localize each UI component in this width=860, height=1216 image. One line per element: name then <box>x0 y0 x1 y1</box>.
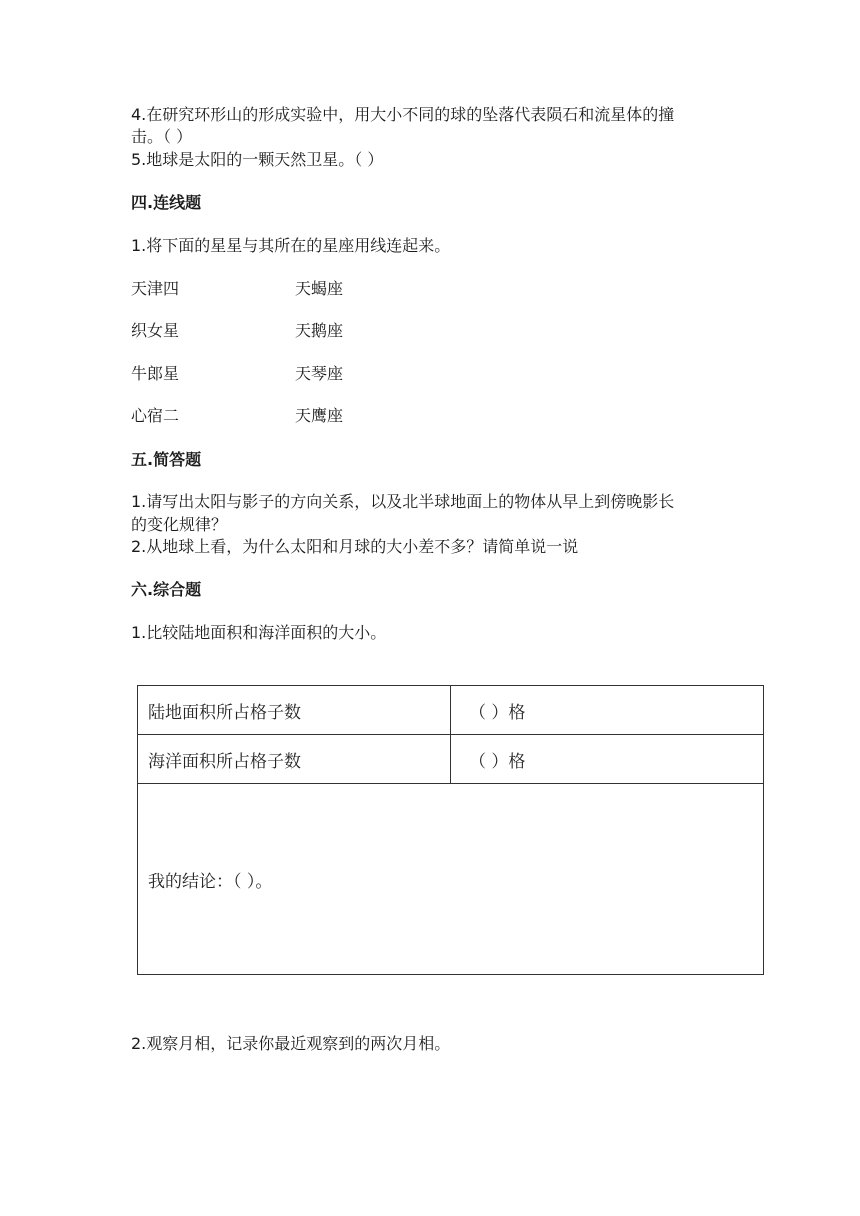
question-4-1: 1.将下面的星星与其所在的星座用线连起来。 <box>131 236 451 255</box>
ocean-answer-cell: （ ）格 <box>451 735 764 784</box>
table-row <box>138 735 764 784</box>
section-5-heading: 五.简答题 <box>131 450 202 469</box>
question-3-4-line1: 4.在研究环形山的形成实验中，用大小不同的球的坠落代表陨石和流星体的撞 <box>131 105 675 124</box>
star-item-4: 心宿二 <box>131 406 180 425</box>
question-5-1-line1: 1.请写出太阳与影子的方向关系，以及北半球地面上的物体从早上到傍晚影长 <box>131 492 675 511</box>
constellation-item-1: 天蝎座 <box>295 279 344 298</box>
question-6-2: 2.观察月相，记录你最近观察到的两次月相。 <box>131 1034 451 1053</box>
question-6-1: 1.比较陆地面积和海洋面积的大小。 <box>131 623 387 642</box>
question-3-5: 5.地球是太阳的一颗天然卫星。（ ） <box>131 150 384 169</box>
question-5-1-line2: 的变化规律？ <box>131 515 228 534</box>
star-item-1: 天津四 <box>131 279 180 298</box>
question-3-4-line2: 击。（ ） <box>131 127 193 146</box>
constellation-item-4: 天鹰座 <box>295 406 344 425</box>
land-ocean-table <box>137 685 764 975</box>
question-5-2: 2.从地球上看，为什么太阳和月球的大小差不多？请简单说一说 <box>131 537 579 556</box>
table-row <box>138 686 764 735</box>
constellation-item-3: 天琴座 <box>295 364 344 383</box>
ocean-label-cell: 海洋面积所占格子数 <box>138 735 451 784</box>
star-item-3: 牛郎星 <box>131 364 180 383</box>
land-answer-cell: （ ）格 <box>451 686 764 735</box>
section-6-heading: 六.综合题 <box>131 580 202 599</box>
conclusion-cell: 我的结论：（ ）。 <box>138 784 764 975</box>
star-item-2: 织女星 <box>131 321 180 340</box>
section-4-heading: 四.连线题 <box>131 193 202 212</box>
land-label-cell: 陆地面积所占格子数 <box>138 686 451 735</box>
table-row <box>138 784 764 975</box>
constellation-item-2: 天鹅座 <box>295 321 344 340</box>
